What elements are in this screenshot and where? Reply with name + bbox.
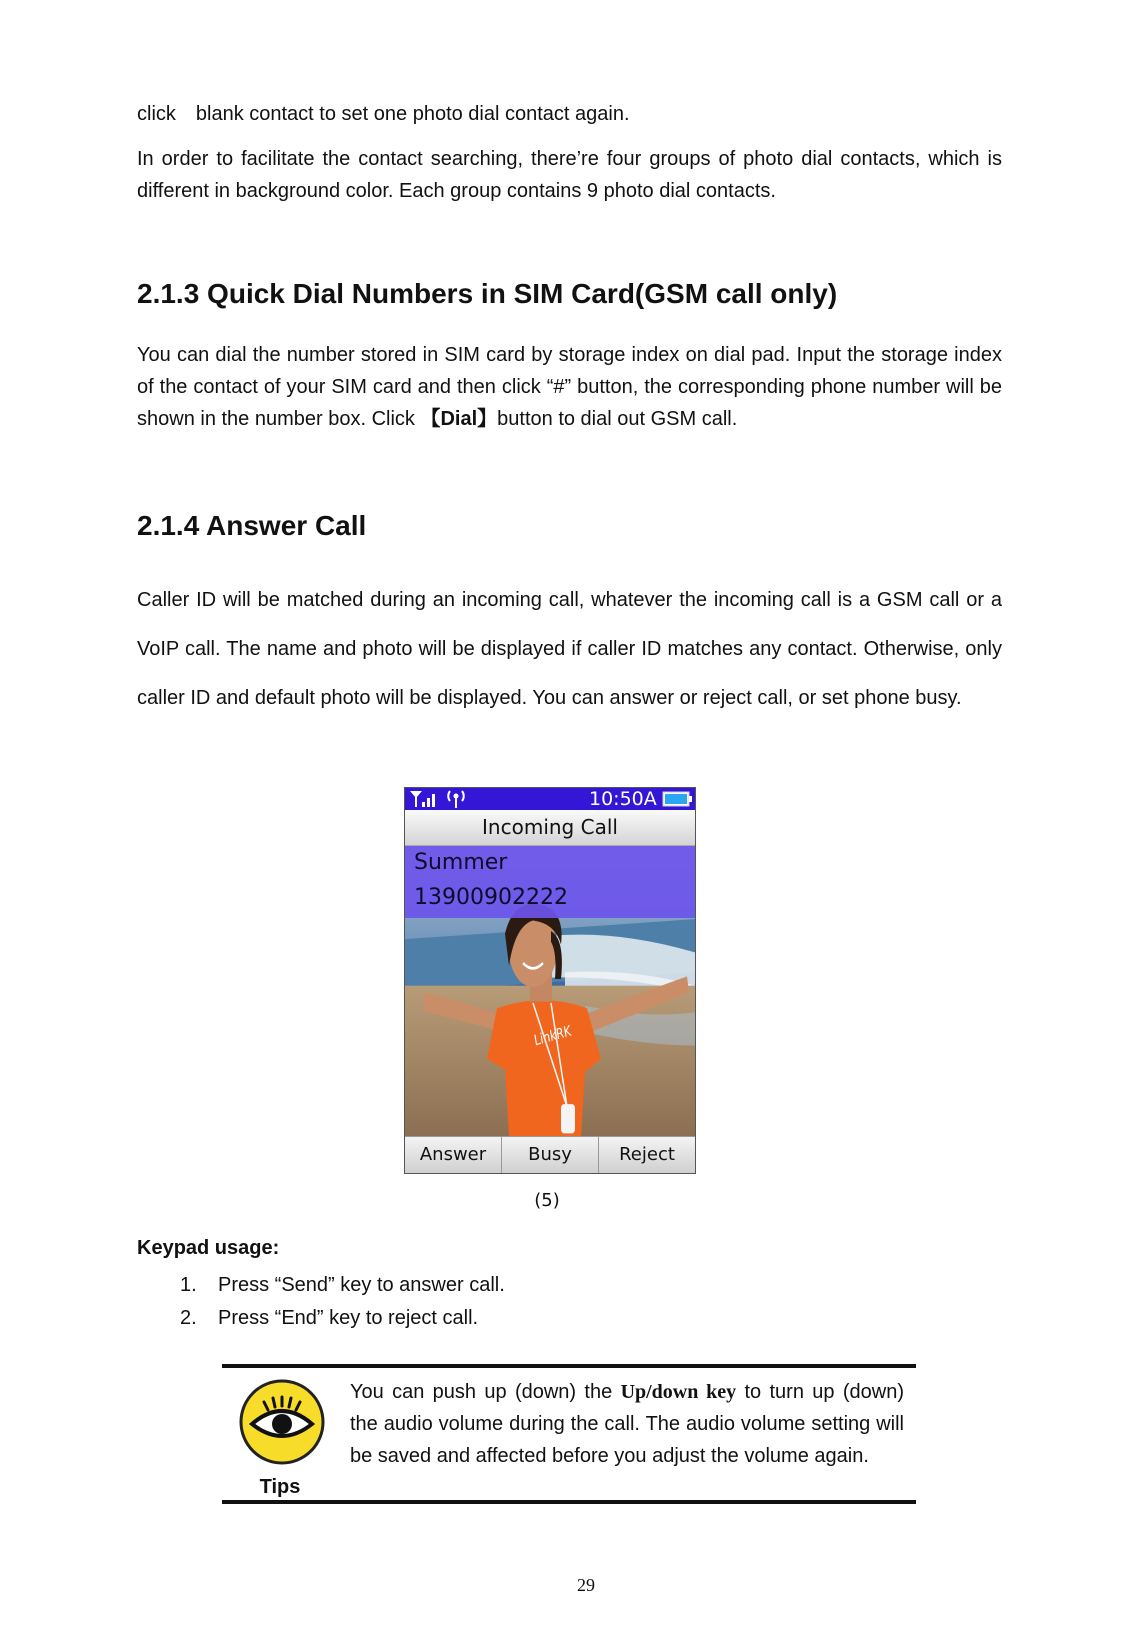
softkey-bar xyxy=(405,1136,695,1174)
list-item-number: 1. xyxy=(180,1274,197,1296)
intro-line: click blank contact to set one photo dial contact again. xyxy=(137,103,630,125)
intro-paragraph: In order to facilitate the contact searching, there’re four groups of photo dial contacts, which is different in background color. Each group contains 9 photo dial contacts. xyxy=(137,148,1002,202)
signal-icon xyxy=(409,790,439,808)
caller-number: 13900902222 xyxy=(414,885,568,910)
section-heading-answer-call: 2.1.4 Answer Call xyxy=(137,510,367,541)
tips-key-name: Up/down key xyxy=(620,1381,737,1403)
screen-title: Incoming Call xyxy=(405,810,695,846)
tips-box xyxy=(222,1364,916,1504)
page-number: 29 xyxy=(577,1575,595,1595)
tips-label: Tips xyxy=(259,1476,301,1498)
quick-dial-text-before: You can dial the number stored in SIM card by storage index on dial pad. Input the storage index of the contact of your SIM card and then click “#” button, the corresponding phone number will be shown in the number box. Click xyxy=(137,344,1002,430)
status-bar xyxy=(405,788,695,810)
dial-key-label: 【Dial】 xyxy=(420,408,498,430)
section-heading-quick-dial: 2.1.3 Quick Dial Numbers in SIM Card(GSM call only) xyxy=(137,278,838,309)
answer-softkey[interactable]: Answer xyxy=(405,1137,502,1174)
quick-dial-text-after: button to dial out GSM call. xyxy=(497,408,738,430)
battery-icon xyxy=(662,791,692,807)
tips-text-after: to turn up (down) the audio volume during the call. The audio volume setting will be saved and affected before you adjust the volume again. xyxy=(350,1381,905,1467)
list-item xyxy=(180,1269,505,1302)
keypad-usage-title: Keypad usage: xyxy=(137,1237,280,1259)
antenna-icon xyxy=(445,789,467,809)
status-clock: 10:50A xyxy=(589,788,657,810)
keypad-usage-list xyxy=(180,1269,505,1335)
list-item xyxy=(180,1302,505,1335)
reject-softkey[interactable]: Reject xyxy=(619,1144,675,1165)
answer-call-paragraph: Caller ID will be matched during an incoming call, whatever the incoming call is a GSM call or a VoIP call. The name and photo will be displayed if caller ID matches any contact. Otherwise, only caller ID and default photo will be displayed. You can answer or reject call, or set phone busy. xyxy=(137,589,1002,709)
tips-text-before: You can push up (down) the xyxy=(350,1381,621,1403)
tips-text xyxy=(350,1376,904,1472)
figure-caption: (5) xyxy=(534,1190,560,1211)
list-item-text: Press “Send” key to answer call. xyxy=(218,1274,505,1296)
eye-icon xyxy=(238,1378,326,1466)
list-item-text: Press “End” key to reject call. xyxy=(218,1307,479,1329)
svg-text:LinkRK: LinkRK xyxy=(533,1023,573,1050)
list-item-number: 2. xyxy=(180,1307,197,1329)
incoming-call-screenshot xyxy=(404,787,696,1174)
caller-name: Summer xyxy=(414,850,508,875)
quick-dial-paragraph xyxy=(137,339,1002,435)
busy-softkey[interactable]: Busy xyxy=(502,1137,599,1174)
